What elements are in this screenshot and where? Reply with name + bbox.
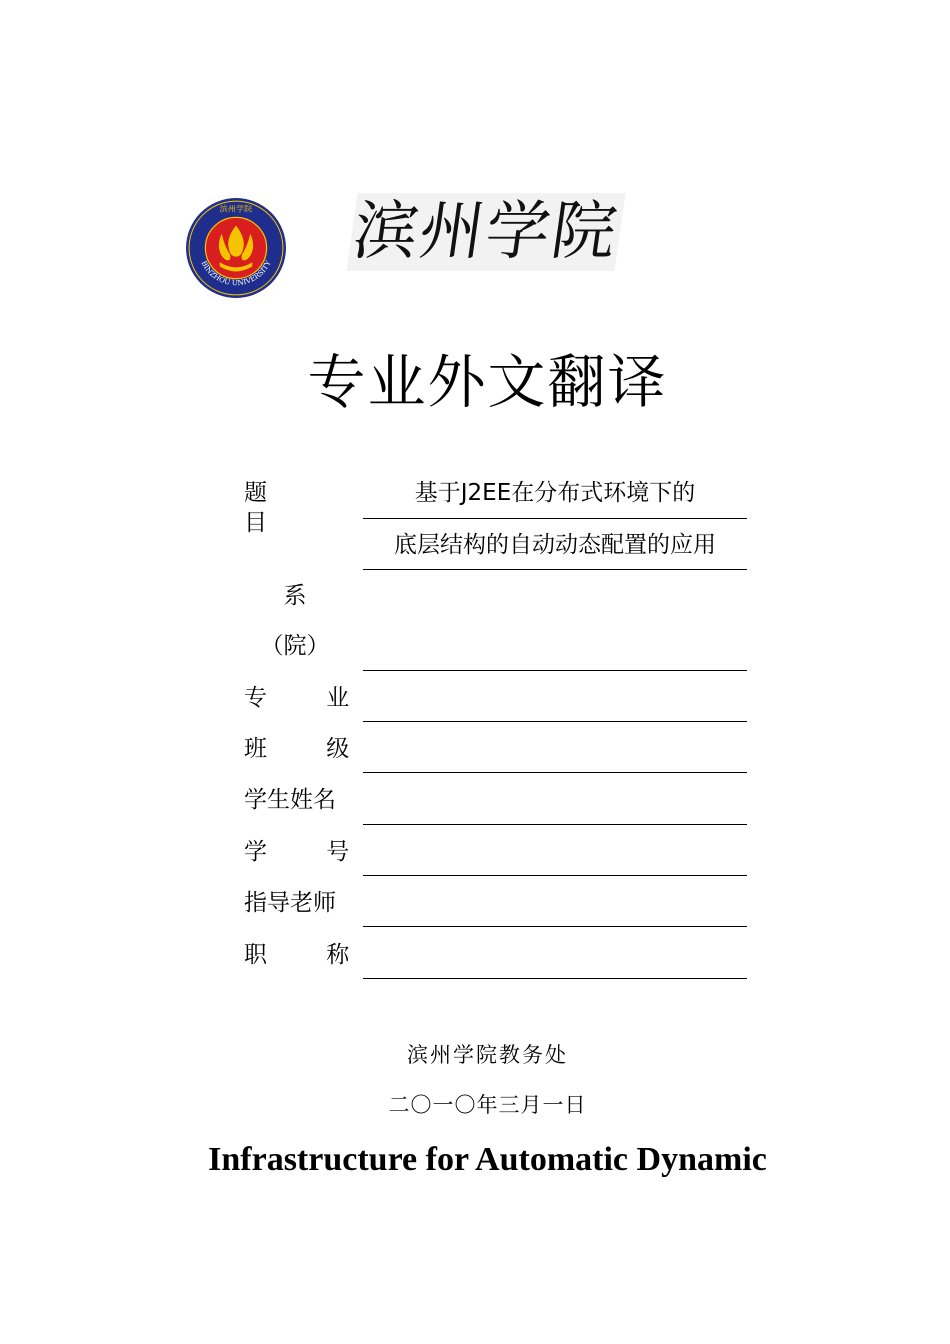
academic-affairs-office: 滨州学院教务处 (407, 1043, 568, 1067)
class-underline (363, 772, 747, 773)
advisor-underline (363, 926, 747, 927)
major-underline (363, 721, 747, 722)
student-id-underline (363, 875, 747, 876)
major-label: 专 业 (244, 685, 350, 711)
department-label-line2: （院） (260, 633, 330, 659)
topic-underline-1 (363, 518, 747, 519)
english-title: Infrastructure for Automatic Dynamic (208, 1141, 767, 1178)
topic-value-line2: 底层结构的自动动态配置的应用 (394, 532, 716, 558)
document-title: 专业外文翻译 (307, 348, 668, 416)
class-label: 班 级 (244, 736, 350, 762)
topic-value-line1: 基于J2EE在分布式环境下的 (414, 480, 696, 506)
emblem-arc-text-bottom: BINZHOU UNIVERSITY (199, 259, 273, 288)
emblem-arc-text-top: 滨州学院 (219, 203, 253, 214)
professional-title-underline (363, 978, 747, 979)
professional-title-label: 职 称 (244, 942, 350, 968)
department-underline (363, 670, 747, 671)
university-emblem-logo (185, 197, 287, 299)
topic-label-text: 题 目 (244, 480, 267, 536)
university-calligraphy-name: 滨州学院 (347, 193, 626, 271)
student-name-label: 学生姓名 (244, 787, 336, 813)
advisor-label: 指导老师 (244, 890, 336, 916)
student-name-underline (363, 824, 747, 825)
topic-label (244, 478, 346, 538)
department-label-line1: 系 (283, 583, 307, 609)
document-date: 二〇一〇年三月一日 (388, 1093, 587, 1117)
student-id-label: 学 号 (244, 839, 350, 865)
topic-underline-2 (363, 569, 747, 570)
